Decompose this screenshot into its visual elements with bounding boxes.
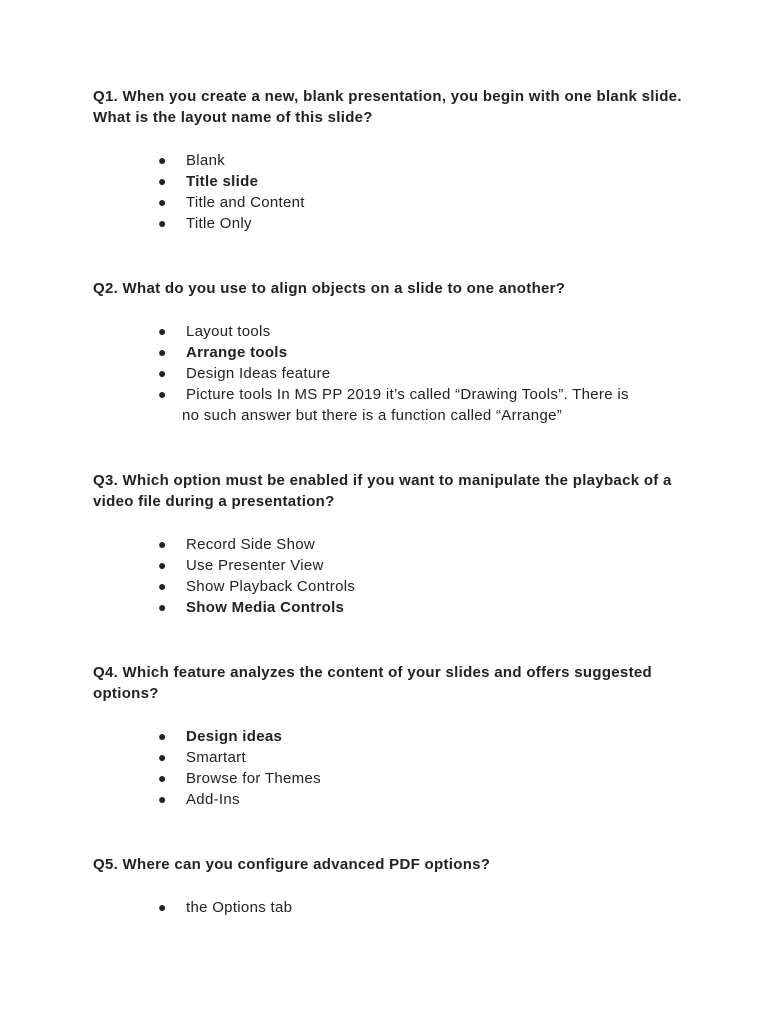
question-block-q3 xyxy=(93,470,693,616)
answer-option xyxy=(158,747,678,768)
answer-option xyxy=(158,534,678,555)
bullet-icon: ● xyxy=(158,578,167,594)
answer-option xyxy=(158,768,678,789)
answer-label: Layout tools xyxy=(186,323,271,340)
answer-label: Design ideas xyxy=(186,728,283,745)
answer-label-continuation: no such answer but there is a function called “Arrange” xyxy=(182,407,563,424)
question-text: Q5. Where can you configure advanced PDF options? xyxy=(93,856,491,873)
bullet-icon: ● xyxy=(158,194,167,210)
answer-list xyxy=(158,150,678,234)
answer-option xyxy=(158,363,678,384)
answer-label: Show Playback Controls xyxy=(186,578,356,595)
question-text: Q3. Which option must be enabled if you want to manipulate the playback of a video file during a presentation? xyxy=(93,472,672,510)
answer-option xyxy=(158,192,678,213)
answer-list xyxy=(158,321,678,426)
question-block-q4 xyxy=(93,662,693,808)
answer-option-correct xyxy=(158,597,678,618)
bullet-icon: ● xyxy=(158,215,167,231)
answer-label: Title and Content xyxy=(186,194,305,211)
question-text: Q1. When you create a new, blank presentation, you begin with one blank slide. What is the layout name of this slide? xyxy=(93,88,682,126)
answer-option xyxy=(158,789,678,810)
question-text: Q2. What do you use to align objects on a slide to one another? xyxy=(93,280,566,297)
answer-label: Title slide xyxy=(186,173,259,190)
answer-label: Use Presenter View xyxy=(186,557,324,574)
bullet-icon: ● xyxy=(158,365,167,381)
bullet-icon: ● xyxy=(158,728,167,744)
answer-label: Show Media Controls xyxy=(186,599,345,616)
question-block-q1 xyxy=(93,86,693,232)
bullet-icon: ● xyxy=(158,173,167,189)
answer-list xyxy=(158,534,678,618)
bullet-icon: ● xyxy=(158,770,167,786)
question-text: Q4. Which feature analyzes the content of your slides and offers suggested options? xyxy=(93,664,652,702)
bullet-icon: ● xyxy=(158,899,167,915)
answer-label: Browse for Themes xyxy=(186,770,321,787)
question-block-q5 xyxy=(93,854,693,916)
answer-option xyxy=(158,576,678,597)
bullet-icon: ● xyxy=(158,152,167,168)
bullet-icon: ● xyxy=(158,536,167,552)
answer-option xyxy=(158,150,678,171)
bullet-icon: ● xyxy=(158,557,167,573)
answer-label: Design Ideas feature xyxy=(186,365,331,382)
answer-option xyxy=(158,555,678,576)
answer-label: Record Side Show xyxy=(186,536,316,553)
answer-label: the Options tab xyxy=(186,899,293,916)
bullet-icon: ● xyxy=(158,791,167,807)
answer-label: Title Only xyxy=(186,215,252,232)
question-block-q2 xyxy=(93,278,693,424)
answer-option xyxy=(158,897,678,918)
answer-label: Smartart xyxy=(186,749,246,766)
answer-label: Arrange tools xyxy=(186,344,288,361)
answer-list xyxy=(158,726,678,810)
bullet-icon: ● xyxy=(158,386,167,402)
answer-option xyxy=(158,384,678,426)
answer-option-correct xyxy=(158,726,678,747)
bullet-icon: ● xyxy=(158,344,167,360)
answer-option-correct xyxy=(158,171,678,192)
answer-option xyxy=(158,321,678,342)
answer-option-correct xyxy=(158,342,678,363)
answer-option xyxy=(158,213,678,234)
answer-list xyxy=(158,897,678,918)
bullet-icon: ● xyxy=(158,749,167,765)
answer-label: Blank xyxy=(186,152,226,169)
bullet-icon: ● xyxy=(158,323,167,339)
answer-label: Add-Ins xyxy=(186,791,240,808)
answer-label: Picture tools In MS PP 2019 it’s called “Drawing Tools”. There is xyxy=(186,386,629,403)
bullet-icon: ● xyxy=(158,599,167,615)
